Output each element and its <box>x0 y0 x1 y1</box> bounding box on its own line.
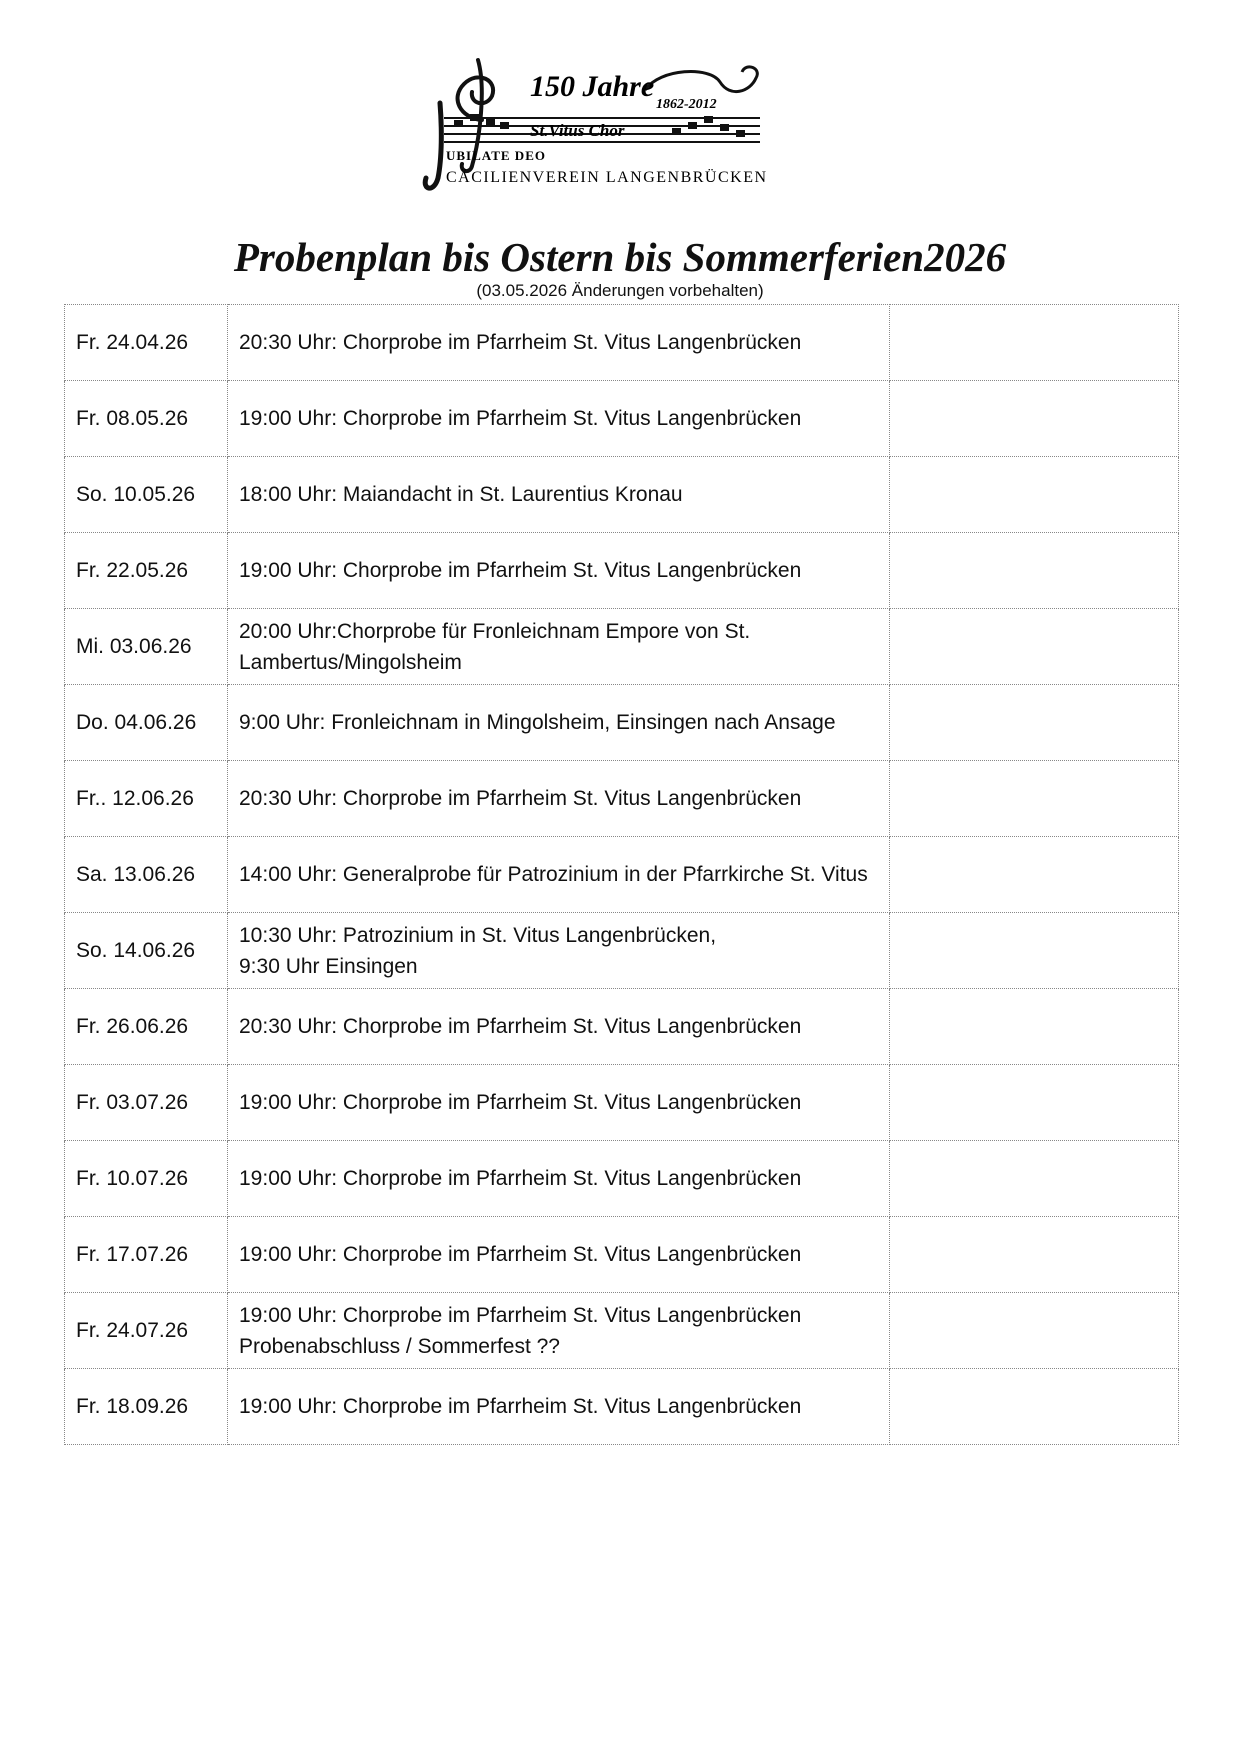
table-row <box>65 761 1179 837</box>
schedule-event-text: 19:00 Uhr: Chorprobe im Pfarrheim St. Vitus Langenbrücken <box>239 559 802 582</box>
logo-association: CÄCILIENVEREIN LANGENBRÜCKEN <box>446 169 768 186</box>
table-row <box>65 989 1179 1065</box>
schedule-body <box>65 305 1179 1445</box>
schedule-date-cell: Do. 04.06.26 <box>65 685 228 761</box>
schedule-event-cell <box>228 913 890 989</box>
schedule-note-cell <box>890 533 1179 609</box>
schedule-note-cell <box>890 913 1179 989</box>
schedule-event-text: 9:00 Uhr: Fronleichnam in Mingolsheim, Einsingen nach Ansage <box>239 711 836 734</box>
schedule-event-cell <box>228 761 890 837</box>
schedule-note-cell <box>890 837 1179 913</box>
schedule-note-cell <box>890 1065 1179 1141</box>
schedule-event-cell <box>228 305 890 381</box>
schedule-note-cell <box>890 1293 1179 1369</box>
table-row <box>65 1141 1179 1217</box>
schedule-note-cell <box>890 381 1179 457</box>
schedule-note-cell <box>890 685 1179 761</box>
schedule-date-cell: Fr. 22.05.26 <box>65 533 228 609</box>
schedule-event-cell <box>228 381 890 457</box>
schedule-date-cell: Fr. 08.05.26 <box>65 381 228 457</box>
schedule-event-text: 20:30 Uhr: Chorprobe im Pfarrheim St. Vitus Langenbrücken <box>239 331 802 354</box>
schedule-event-text: 19:00 Uhr: Chorprobe im Pfarrheim St. Vitus Langenbrücken <box>239 1091 802 1114</box>
schedule-event-text: 19:00 Uhr: Chorprobe im Pfarrheim St. Vitus Langenbrücken <box>239 1303 802 1327</box>
schedule-date-cell: So. 14.06.26 <box>65 913 228 989</box>
schedule-event-cell <box>228 609 890 685</box>
schedule-event-text: 19:00 Uhr: Chorprobe im Pfarrheim St. Vitus Langenbrücken <box>239 1167 802 1190</box>
table-row <box>65 609 1179 685</box>
choir-logo <box>420 48 850 208</box>
schedule-event-text: 20:30 Uhr: Chorprobe im Pfarrheim St. Vitus Langenbrücken <box>239 1015 802 1038</box>
table-row <box>65 381 1179 457</box>
schedule-event-cell <box>228 837 890 913</box>
rehearsal-schedule-table <box>64 304 1179 1445</box>
schedule-event-text: 19:00 Uhr: Chorprobe im Pfarrheim St. Vitus Langenbrücken <box>239 407 802 430</box>
table-row <box>65 913 1179 989</box>
schedule-event-text: 14:00 Uhr: Generalprobe für Patrozinium in der Pfarrkirche St. Vitus <box>239 863 868 886</box>
schedule-event-text: 19:00 Uhr: Chorprobe im Pfarrheim St. Vitus Langenbrücken <box>239 1243 802 1266</box>
schedule-note-cell <box>890 1217 1179 1293</box>
schedule-date-cell: So. 10.05.26 <box>65 457 228 533</box>
table-row <box>65 837 1179 913</box>
table-row <box>65 1217 1179 1293</box>
schedule-note-cell <box>890 609 1179 685</box>
schedule-date-cell: Fr. 17.07.26 <box>65 1217 228 1293</box>
table-row <box>65 457 1179 533</box>
schedule-note-cell <box>890 305 1179 381</box>
table-row <box>65 1293 1179 1369</box>
schedule-note-cell <box>890 457 1179 533</box>
schedule-note-cell <box>890 761 1179 837</box>
table-row <box>65 533 1179 609</box>
schedule-event-text-line2: 9:30 Uhr Einsingen <box>239 954 418 978</box>
schedule-event-text: 10:30 Uhr: Patrozinium in St. Vitus Langenbrücken, <box>239 923 717 947</box>
schedule-note-cell <box>890 1141 1179 1217</box>
schedule-date-cell: Fr. 24.07.26 <box>65 1293 228 1369</box>
logo-anniversary: 150 Jahre <box>530 70 655 103</box>
logo-years: 1862-2012 <box>656 97 717 112</box>
schedule-date-cell: Fr. 24.04.26 <box>65 305 228 381</box>
schedule-event-text: 20:30 Uhr: Chorprobe im Pfarrheim St. Vitus Langenbrücken <box>239 787 802 810</box>
schedule-event-cell <box>228 533 890 609</box>
schedule-event-text: 20:00 Uhr:Chorprobe für Fronleichnam Empore von St. Lambertus/Mingolsheim <box>239 619 751 674</box>
page-subtitle: (03.05.2026 Änderungen vorbehalten) <box>476 281 764 300</box>
schedule-note-cell <box>890 989 1179 1065</box>
schedule-date-cell: Mi. 03.06.26 <box>65 609 228 685</box>
schedule-date-cell: Fr. 18.09.26 <box>65 1369 228 1445</box>
schedule-date-cell: Fr. 03.07.26 <box>65 1065 228 1141</box>
schedule-date-cell: Fr.. 12.06.26 <box>65 761 228 837</box>
logo-motto: UBILATE DEO <box>446 148 546 163</box>
schedule-event-cell <box>228 457 890 533</box>
schedule-event-text-line2: Probenabschluss / Sommerfest ?? <box>239 1334 560 1358</box>
schedule-event-cell <box>228 989 890 1065</box>
schedule-event-cell <box>228 685 890 761</box>
schedule-event-cell <box>228 1369 890 1445</box>
schedule-date-cell: Fr. 10.07.26 <box>65 1141 228 1217</box>
schedule-event-cell <box>228 1217 890 1293</box>
schedule-date-cell: Sa. 13.06.26 <box>65 837 228 913</box>
schedule-note-cell <box>890 1369 1179 1445</box>
table-row <box>65 1065 1179 1141</box>
schedule-event-text: 19:00 Uhr: Chorprobe im Pfarrheim St. Vitus Langenbrücken <box>239 1395 802 1418</box>
schedule-event-cell <box>228 1141 890 1217</box>
page-title: Probenplan bis Ostern bis Sommerferien2026 <box>233 234 1007 280</box>
schedule-event-cell <box>228 1293 890 1369</box>
table-row <box>65 1369 1179 1445</box>
table-row <box>65 305 1179 381</box>
schedule-date-cell: Fr. 26.06.26 <box>65 989 228 1065</box>
logo-choir: St.Vitus Chor <box>530 121 625 140</box>
schedule-event-cell <box>228 1065 890 1141</box>
table-row <box>65 685 1179 761</box>
schedule-event-text: 18:00 Uhr: Maiandacht in St. Laurentius Kronau <box>239 483 683 506</box>
